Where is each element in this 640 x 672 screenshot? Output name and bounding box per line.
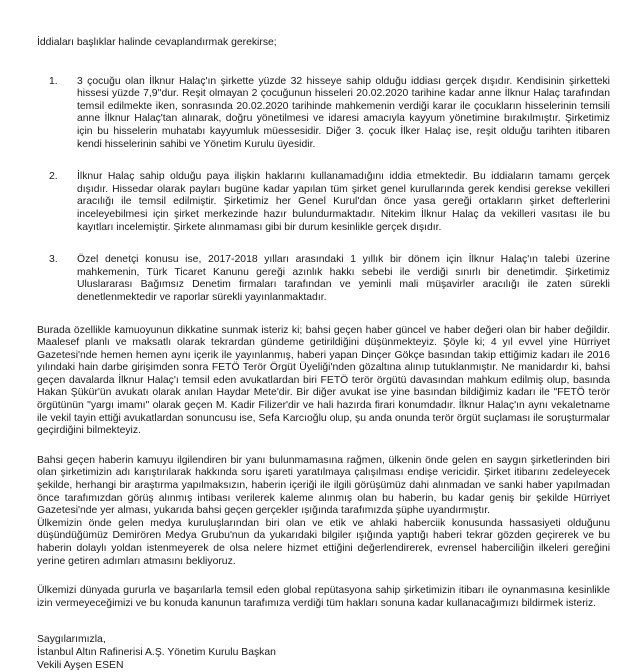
body-paragraph: Ülkemizi dünyada gururla ve başarılarla temsil eden global repütasyona sahip şirketimizin itibarı ile oynanmasına kesinlikle izin vermeyeceğimizi ve bu konuda kanunun tarafımıza verdiği tüm hakları sonuna kadar kullanacağımızı bildirmek isteriz.	[37, 585, 610, 609]
item-text: Özel denetçi konusu ise, 2017-2018 yılları arasındaki 1 yıllık bir dönem için İlknur Halaç'ın talebi üzerine mahkemenin, Türk Ticaret Kanunu gereği azınlık hakkı sebebi ile verdiği sınırlı bir denetimdir. Şirketimiz Uluslararası Bağımsız Denetim firmaları tarafından ve yeminli mali müşavirler aracılığı ile zaten sürekli denetlenmektedir ve raporlar sürekli yayınlanmaktadır.	[77, 254, 610, 303]
signature-block	[37, 634, 610, 672]
company-line: İstanbul Altın Rafinerisi A.Ş. Yönetim Kurulu Başkan	[37, 646, 276, 658]
numbered-item	[49, 171, 610, 234]
item-number: 2.	[49, 171, 58, 183]
body-paragraph: Burada özellikle kamuoyunun dikkatine sunmak isteriz ki; bahsi geçen haber güncel ve haber değeri olan bir haber değildir. Maalesef planlı ve maksatlı olarak tekrardan gündeme getirildiğini düşünmekteyiz. Şöyle ki; 4 yıl evvel yine Hürriyet Gazetesi'nde hemen hemen aynı içerik ile yayınlanmış, haberi yapan Dinçer Gökçe basından takip ettiğimiz kadarı ile 2016 yılındaki hain darbe girişimden sonra FETÖ Terör Örgüt Üyeliği'nden gözaltına alınıp tutuklanmıştır. Ne manidardır ki, bahsi geçen davalarda İlknur Halaç'ı temsil eden avukatlardan biri FETÖ terör örgütü davasından mahkum edilmiş olup, basında Hakan Şükür'ün avukatı olarak anılan Haydar Mete'dir. Bir diğer avukat ise yine basından bildiğimiz kadarı ile "FETÖ terör örgütünün "yargı imamı" olarak geçen M. Kadir Filizer'dir ve hali hazırda firari konumdadır. İlknur Halaç'ın aynı vekaletname ile vekil tayin ettiği avukatlardan sonuncusu ise, Sefa Karcıoğlu olup, şu anda onunda terör örgüt suçlaması ile soruşturmalar geçirdiğini bilmekteyiz.	[37, 324, 610, 437]
item-text: 3 çocuğu olan İlknur Halaç'ın şirkette yüzde 32 hisseye sahip olduğu iddiası gerçek dışıdır. Kendisinin şirketteki hissesi yüzde 7,9''dur. Reşit olmayan 2 çocuğunun hisseleri 20.02.2020 tarihine kadar anne İlknur Halaç tarafından temsil edilmekte iken, sonrasında 20.02.2020 tarihinde mahkemenin verdiği karar ile çocukların hisselerinin temsili anne İlknur Halaç'tan alınarak, doğru yönetilmesi ve idaresi amacıyla kayyum yönetimine bırakılmıştır. Şirketimiz için bu hisselerin muhatabı kayyumluk müessesidir. Diğer 3. çocuk İlker Halaç ise, reşit olduğu tarihten itibaren kendi hisselerinin sahibi ve Yönetim Kurulu üyesidir.	[77, 75, 610, 150]
body-paragraph: Bahsi geçen haberin kamuyu ilgilendiren bir yanı bulunmamasına rağmen, ülkenin önde gelen en saygın şirketlerinden biri olan şirketimizin adı karıştırılarak hakkında soru işareti yaratılmaya çalışılması endişe vericidir. Şirket itibarını zedeleyecek şekilde, herhangi bir araştırma yapılmaksızın, haberin içeriği ile ilgili görüşümüz dahi alınmadan ve sanki haber yapılmadan önce tarafımızdan görüş alınmış intibası verilerek kaleme alınmış olan bu haberin, bu kadar geniş bir şekilde Hürriyet Gazetesi'nde yer alması, yukarıda bahsi geçen gerçekler ışığında tarafımızda şüphe uyandırmıştır. Ülkemizin önde gelen medya kuruluşlarından biri olan ve etik ve ahlaki haberciik konusunda hassasiyeti olduğunu düşündüğümüz Demirören Medya Grubu'nun da yukarıdaki bilgiler ışığında yaptığı haberi tekrar gözden geçirerek ve bu haberin dolaylı yoldan istenmeyerek de olsa nelere hizmet ettiğini değerlendirerek, evrensel haberciliğin ilkeleri gereğini yerine getiren adımları atmasını bekliyoruz.	[37, 454, 610, 567]
item-number: 3.	[49, 254, 58, 266]
item-text: İlknur Halaç sahip olduğu paya ilişkin haklarını kullanamadığını iddia etmektedir. Bu iddiaların tamamı gerçek dışıdır. Hissedar olarak payları bugüne kadar yapılan tüm şirket genel kurullarında gerek kendisi gerekse vekilleri aracılığı ile temsil edilmiştir. Şirketimiz her Genel Kurul'dan önce yasa gereği ortakların şirket defterlerini inceleyebilmesi için şirket merkezinde hazır bulundurmaktadır. Nitekim İlknur Halaç da vekilleri vasıtası ile bu kayıtları incelemiştir. Şirkete alınmaması gibi bir durum kesinlikle gerçek dışıdır.	[77, 171, 610, 233]
signer-line: Vekili Ayşen ESEN	[37, 659, 124, 671]
numbered-item	[49, 76, 610, 152]
item-number: 1.	[49, 75, 58, 87]
intro-text: İddiaları başlıklar halinde cevaplandırmak gerekirse;	[37, 37, 277, 48]
closing-line: Saygılarımızla,	[37, 634, 106, 646]
numbered-item	[49, 254, 610, 304]
